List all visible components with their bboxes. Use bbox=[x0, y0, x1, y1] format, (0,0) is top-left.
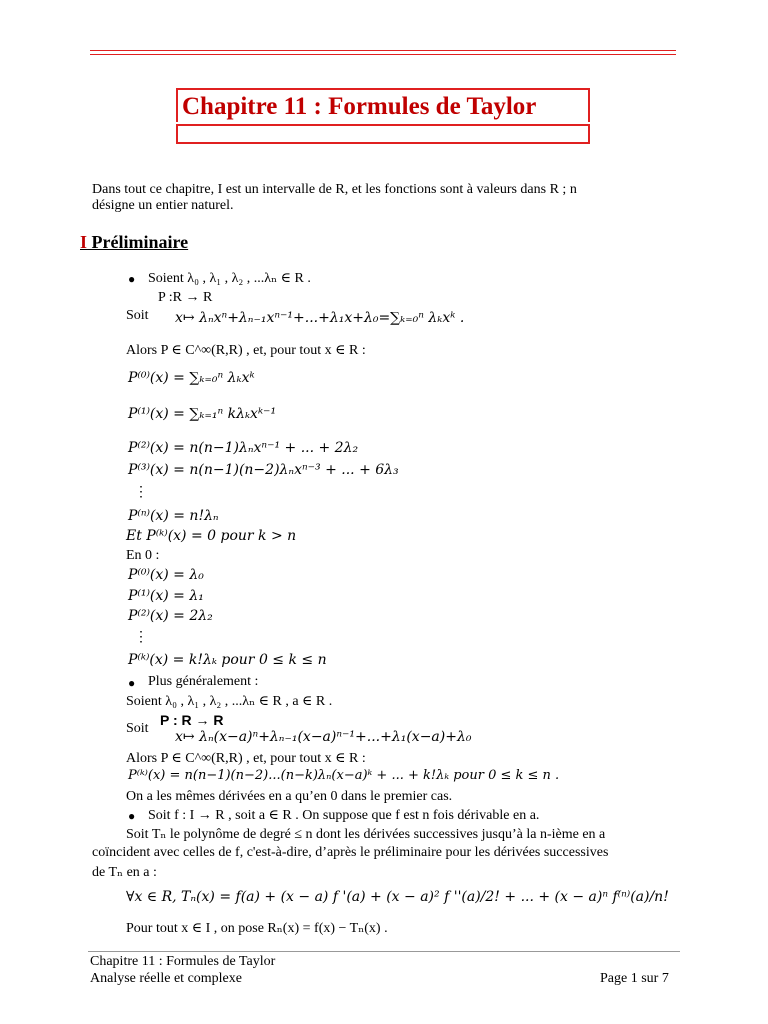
text-p-map: P :R → R bbox=[158, 290, 213, 305]
footer-chapter: Chapitre 11 : Formules de Taylor bbox=[90, 954, 276, 969]
title-underbox bbox=[176, 124, 590, 144]
text-soit-f: Soit f : I → R , soit a ∈ R . On suppose que f est n fois dérivable en a. bbox=[148, 808, 540, 823]
text-soit-1-label: Soit bbox=[126, 308, 149, 323]
formula-soit-2-map: P : R → R bbox=[160, 712, 224, 728]
text-tn-1: Soit Tₙ le polynôme de degré ≤ n dont les dérivées successives jusqu’à la n-ième en a bbox=[126, 827, 606, 842]
top-red-rule-1 bbox=[90, 50, 676, 51]
formula-qk: P⁽ᵏ⁾(x) = k!λₖ pour 0 ≤ k ≤ n bbox=[128, 652, 327, 668]
formula-p2: P⁽²⁾(x) = n(n−1)λₙxⁿ⁻¹ + ... + 2λ₂ bbox=[128, 440, 359, 456]
formula-q0: P⁽⁰⁾(x) = λ₀ bbox=[128, 567, 204, 583]
page-title: Chapitre 11 : Formules de Taylor bbox=[176, 88, 590, 122]
text-soit-2-label: Soit bbox=[126, 721, 149, 736]
formula-q2: P⁽²⁾(x) = 2λ₂ bbox=[128, 608, 213, 624]
text-tn-3: de Tₙ en a : bbox=[92, 865, 157, 880]
formula-soit-2: x↦ λₙ(x−a)ⁿ+λₙ₋₁(x−a)ⁿ⁻¹+...+λ₁(x−a)+λ₀ bbox=[175, 729, 472, 745]
formula-taylor: ∀x ∈ R, Tₙ(x) = f(a) + (x − a) f '(a) + (x − a)² f ''(a)/2! + ... + (x − a)ⁿ f⁽ⁿ⁾(a)/n! bbox=[126, 889, 669, 905]
text-alors-1: Alors P ∈ C^∞(R,R) , et, pour tout x ∈ R : bbox=[126, 343, 366, 358]
footer-page-number: Page 1 sur 7 bbox=[600, 971, 669, 986]
vdots-1: ⋮ bbox=[134, 484, 148, 500]
text-tn-2: coïncident avec celles de f, c'est-à-dire, d’après le préliminaire pour les dérivées successives bbox=[92, 845, 609, 860]
intro-line-1: Dans tout ce chapitre, I est un intervalle de R, et les fonctions sont à valeurs dans R ; n bbox=[92, 182, 577, 197]
formula-p3: P⁽³⁾(x) = n(n−1)(n−2)λₙxⁿ⁻³ + ... + 6λ₃ bbox=[128, 462, 399, 478]
formula-p1: P⁽¹⁾(x) = ∑ₖ₌₁ⁿ kλₖxᵏ⁻¹ bbox=[128, 406, 277, 422]
text-pour-tout: Pour tout x ∈ I , on pose Rₙ(x) = f(x) − Tₙ(x) . bbox=[126, 921, 388, 936]
text-memes-derivees: On a les mêmes dérivées en a qu’en 0 dans le premier cas. bbox=[126, 789, 453, 804]
formula-pn: P⁽ⁿ⁾(x) = n!λₙ bbox=[128, 508, 219, 524]
bullet-dot: ● bbox=[128, 272, 136, 286]
formula-p0: P⁽⁰⁾(x) = ∑ₖ₌₀ⁿ λₖxᵏ bbox=[128, 370, 255, 386]
formula-pk-general: P⁽ᵏ⁾(x) = n(n−1)(n−2)...(n−k)λₙ(x−a)ᵏ + ... + k!λₖ pour 0 ≤ k ≤ n . bbox=[128, 768, 560, 783]
intro-line-2: désigne un entier naturel. bbox=[92, 198, 234, 213]
top-red-rule-2 bbox=[90, 54, 676, 55]
text-plus-generalement: Plus généralement : bbox=[148, 674, 259, 689]
footer-course: Analyse réelle et complexe bbox=[90, 971, 242, 986]
footer-rule bbox=[88, 951, 680, 952]
text-en-0: En 0 : bbox=[126, 548, 160, 563]
text-soient-1: Soient λ₀ , λ₁ , λ₂ , ...λₙ ∈ R . bbox=[148, 271, 311, 286]
text-alors-2: Alors P ∈ C^∞(R,R) , et, pour tout x ∈ R : bbox=[126, 751, 366, 766]
vdots-2: ⋮ bbox=[134, 629, 148, 645]
formula-q1: P⁽¹⁾(x) = λ₁ bbox=[128, 588, 204, 604]
text-et: Et P⁽ᵏ⁾(x) = 0 pour k > n bbox=[126, 528, 297, 544]
section-heading: I Préliminaire bbox=[80, 232, 189, 252]
bullet-dot: ● bbox=[128, 809, 136, 823]
text-soient-2: Soient λ₀ , λ₁ , λ₂ , ...λₙ ∈ R , a ∈ R . bbox=[126, 694, 333, 709]
bullet-dot: ● bbox=[128, 676, 136, 690]
formula-soit-1: x↦ λₙxⁿ+λₙ₋₁xⁿ⁻¹+...+λ₁x+λ₀=∑ₖ₌₀ⁿ λₖxᵏ . bbox=[175, 310, 465, 326]
